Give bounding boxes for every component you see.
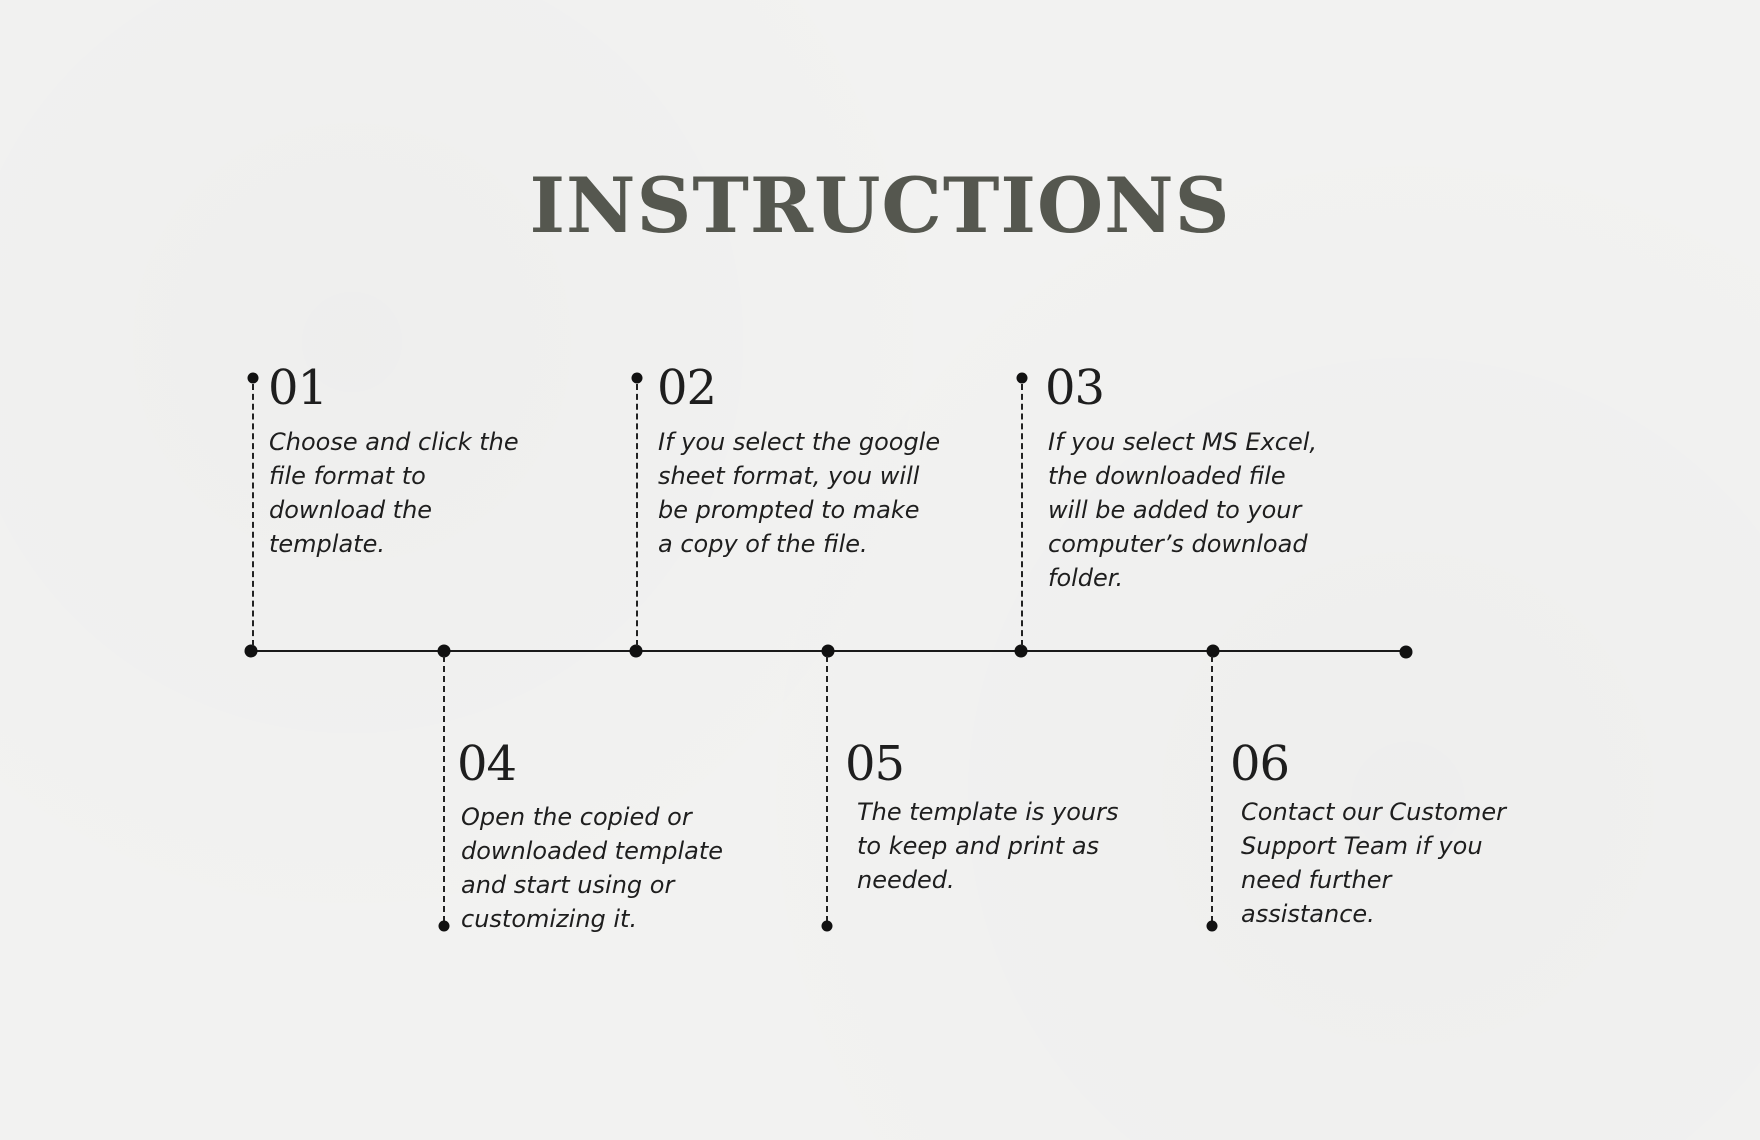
step-04-connector — [443, 656, 445, 922]
timeline-node-05 — [822, 645, 835, 658]
step-01-number: 01 — [268, 360, 328, 416]
step-01-top-dot — [248, 373, 259, 384]
step-02-connector — [636, 384, 638, 646]
step-06-bottom-dot — [1207, 921, 1218, 932]
step-05-text: The template is yours to keep and print as needed. — [857, 798, 1119, 894]
step-02-top-dot — [632, 373, 643, 384]
page-title: INSTRUCTIONS — [529, 161, 1231, 250]
step-03-text: If you select MS Excel, the downloaded file will be added to your computer’s download folder. — [1048, 428, 1318, 592]
step-06-connector — [1211, 656, 1213, 922]
timeline-node-02 — [630, 645, 643, 658]
step-04-number: 04 — [457, 736, 517, 792]
step-02-text: If you select the google sheet format, you will be prompted to make a copy of the file. — [658, 428, 941, 558]
step-05-bottom-dot — [822, 921, 833, 932]
step-04-text: Open the copied or downloaded template and start using or customizing it. — [461, 803, 724, 933]
timeline-node-06 — [1207, 645, 1220, 658]
step-05-number: 05 — [845, 736, 905, 792]
timeline-end-node — [1400, 646, 1413, 659]
step-03-connector — [1021, 384, 1023, 646]
step-03-number: 03 — [1045, 360, 1105, 416]
step-02-number: 02 — [657, 360, 717, 416]
step-06-text: Contact our Customer Support Team if you need further assistance. — [1241, 798, 1506, 928]
timeline-node-01 — [245, 645, 258, 658]
step-01-connector — [252, 384, 254, 646]
timeline-node-03 — [1015, 645, 1028, 658]
step-01-text: Choose and click the file format to download the template. — [269, 428, 519, 558]
step-04-bottom-dot — [439, 921, 450, 932]
step-03-top-dot — [1017, 373, 1028, 384]
step-05-connector — [826, 656, 828, 922]
step-06-number: 06 — [1230, 736, 1290, 792]
